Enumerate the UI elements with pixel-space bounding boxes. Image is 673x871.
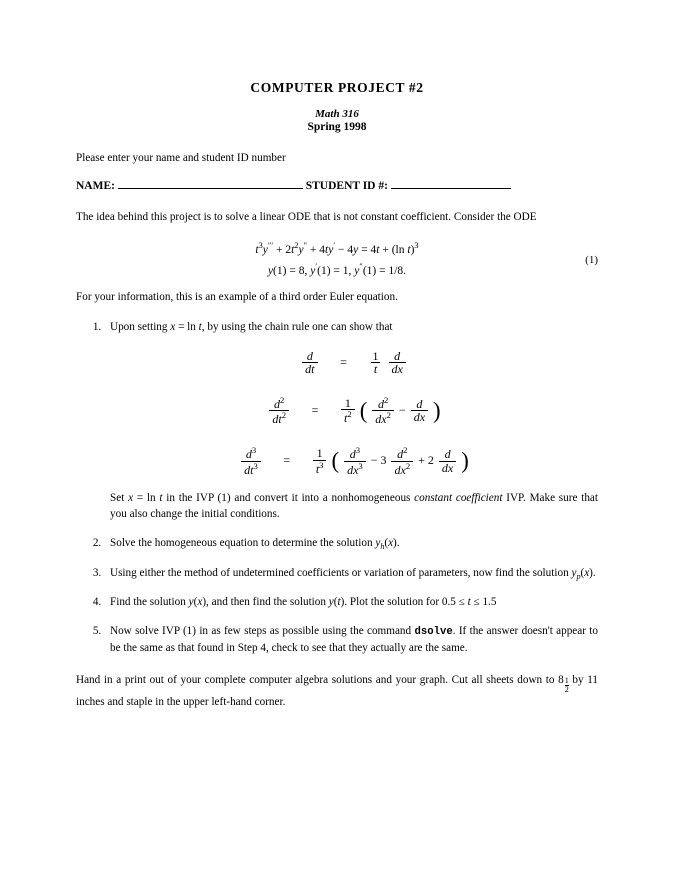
item-2-text: Solve the homogeneous equation to determine the solution $y_h(x)$.	[110, 536, 400, 551]
list-item	[104, 319, 598, 522]
course-name: Math 316	[315, 108, 359, 120]
term-name: Spring 1998	[307, 121, 367, 133]
name-instruction: Please enter your name and student ID number	[76, 152, 286, 164]
info-text: For your information, this is an example of a third order Euler equation.	[76, 291, 398, 304]
info-line	[76, 290, 598, 306]
name-label: NAME:	[76, 179, 115, 192]
item-1-lead: Upon setting x = ln t, by using the chain rule one can show that	[110, 321, 393, 334]
list-item	[104, 623, 598, 657]
student-id-label: STUDENT ID #:	[305, 179, 388, 192]
derivative-row-2: $\frac{d^2}{dt^2}$ = $\frac{1}{t^2}$ ( $\frac{d^2}{dx^2}$ − $\frac{d}{dx}$ )	[267, 396, 440, 426]
name-id-row	[76, 180, 598, 192]
list-item	[104, 535, 598, 553]
task-list	[76, 319, 598, 656]
derivative-identities	[110, 350, 598, 477]
derivative-row-3: $\frac{d^3}{dt^3}$ = $\frac{1}{t^3}$ ( $\frac{d^3}{dx^3}$ − 3 $\frac{d^2}{dx^2}$ + 2 $\frac{d}{dx}$ )	[239, 446, 469, 476]
item-3-text: Using either the method of undetermined coefficients or variation of parameters, now find the solution $y_p(x)$.	[110, 566, 596, 581]
item-1-tail: Set x = ln t in the IVP (1) and convert it into a nonhomogeneous constant coefficient IVP. Make sure that you also change the initial conditions.	[110, 492, 598, 521]
list-item	[104, 565, 598, 583]
list-item	[104, 594, 598, 610]
derivative-row-1: $\frac{d}{dt}$ = $\frac{1}{t}$ $\frac{d}{dx}$	[300, 350, 408, 376]
main-equation-block	[76, 239, 598, 281]
item-4-text: Find the solution y(x), and then find the solution y(t). Plot the solution for 0.5 ≤ t ≤ 1.5	[110, 596, 497, 609]
equation-line-2: y(1) = 8, y′(1) = 1, y″(1) = 1/8.	[267, 261, 407, 277]
equation-number: (1)	[585, 253, 598, 266]
document-content	[76, 80, 598, 711]
item-5-text: Now solve IVP (1) in as few steps as possible using the command dsolve. If the answer doesn't appear to be the same as that found in Step 4, check to see that they actually are the same.	[110, 624, 598, 655]
equation-line-1: $t^3y''' + 2t^2y'' + 4ty' - 4y = 4t + (\ln$ t)$^3$	[255, 240, 419, 256]
closing-paragraph: Hand in a print out of your complete computer algebra solutions and your graph. Cut all sheets down to 8 $\frac{1}{2}$ by 11 inches and staple in the upper left-hand corner.	[76, 674, 598, 709]
intro-text: The idea behind this project is to solve a linear ODE that is not constant coefficient. Consider the ODE	[76, 210, 537, 223]
name-input-rule[interactable]	[118, 180, 303, 189]
page-title: COMPUTER PROJECT #2	[250, 80, 424, 95]
student-id-input-rule[interactable]	[391, 180, 511, 189]
intro-paragraph	[76, 210, 598, 226]
